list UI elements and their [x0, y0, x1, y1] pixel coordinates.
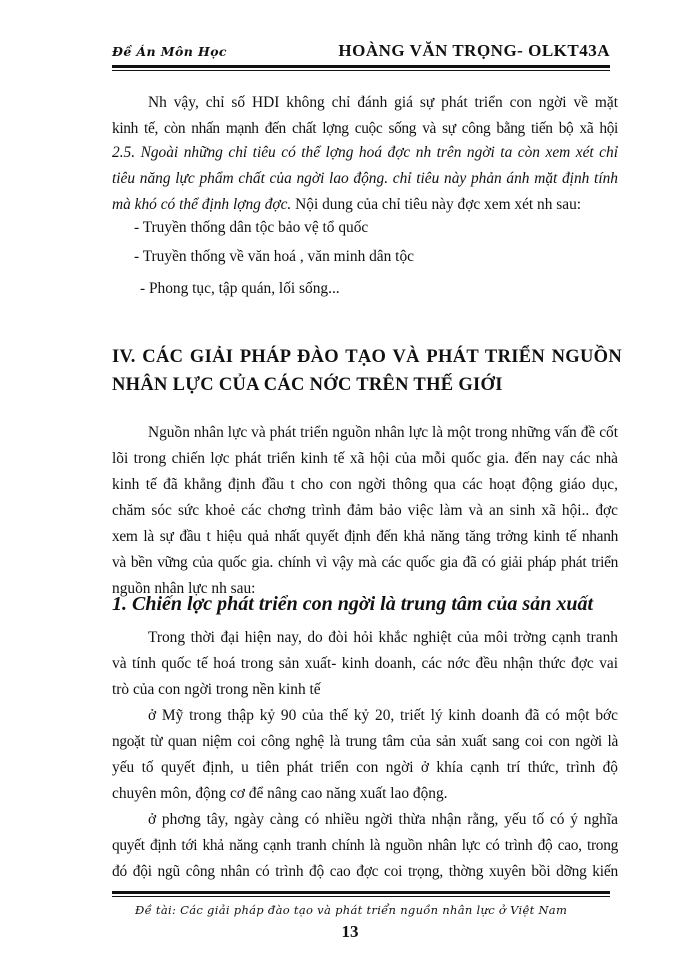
page-header	[112, 41, 610, 63]
text-line: lõi trong chiến lợc phát triển kinh tế xã hội của mỗi quốc gia. đến nay các nhà	[112, 450, 618, 467]
paragraph-usa	[112, 703, 618, 807]
text-line: chuyên môn, động cơ để nâng cao năng xuất lao động.	[112, 785, 448, 802]
text-line: nguồn nhân lực nh sau:	[112, 580, 256, 597]
paragraph-intro	[112, 420, 618, 602]
paragraph-hdi	[112, 90, 618, 142]
text-line: 2.5. Ngoài những chỉ tiêu có thể lợng hoá đợc nh trên ngời ta còn xem xét chỉ	[112, 144, 618, 161]
bullet-item: - Phong tục, tập quán, lối sống...	[140, 280, 340, 297]
footer-topic: Đề tài: Các giải pháp đào tạo và phát triển nguồn nhân lực ở Việt Nam	[135, 903, 568, 917]
text-line: Nh vậy, chỉ số HDI không chỉ đánh giá sự phát triển con ngời về mặt	[148, 94, 618, 111]
text-line: ở phơng tây, ngày càng có nhiều ngời thừa nhận rằng, yếu tố có ý nghĩa	[148, 811, 618, 828]
bullet-item: - Truyền thống về văn hoá , văn minh dân tộc	[134, 248, 414, 265]
text-line: kinh tế, còn nhấn mạnh đến chất lợng cuộc sống và sự công bằng tiến bộ xã hội	[112, 120, 618, 137]
text-line: xem là sự đầu t hiệu quả nhất quyết định đến khả năng tăng trởng kinh tế nhanh	[112, 528, 618, 545]
header-rule-thick	[112, 65, 610, 68]
footer-rule-thin	[112, 896, 610, 897]
text-line: trò của con ngời trong nền kinh tế	[112, 681, 321, 698]
text-line: chăm sóc sức khoẻ các chơng trình đảm bảo việc làm và an sinh xã hội.. đợc	[112, 502, 618, 519]
bullet-item: - Truyền thống dân tộc bảo vệ tổ quốc	[134, 219, 369, 236]
footer-rule-thick	[112, 891, 610, 894]
paragraph-era	[112, 625, 618, 703]
header-right-author: HOÀNG VĂN TRỌNG- OLKT43A	[338, 41, 610, 60]
text-line: ngoặt từ quan niệm coi công nghệ là trung tâm của sản xuất sang coi con ngời là	[112, 733, 618, 750]
text-line: kinh tế đã khẳng định đầu t cho con ngời thông qua các hoạt động giáo dục,	[112, 476, 618, 493]
header-rule-thin	[112, 70, 610, 71]
text-line: và tính quốc tế hoá trong sản xuất- kinh doanh, các nớc đều nhận thức đợc vai	[112, 655, 618, 672]
text-line: quyết định tới khả năng cạnh tranh chính là nguồn nhân lực có trình độ cao, trong	[112, 837, 618, 854]
text-line: đó đội ngũ công nhân có trình độ cao đợc coi trọng, thờng xuyên bồi dỡng kiến	[112, 863, 618, 880]
paragraph-2-5	[112, 140, 618, 218]
text-line: yếu tố quyết định, u tiên phát triển con ngời ở khía cạnh trí thức, trình độ	[112, 759, 618, 776]
text-line: ở Mỹ trong thập kỷ 90 của thế kỷ 20, triết lý kinh doanh đã có một bớc	[148, 707, 618, 724]
header-left-title: Đề Án Môn Học	[112, 44, 227, 59]
text-line: và bền vững của quốc gia. chính vì vậy mà các quốc gia đã có giải pháp phát triển	[112, 554, 618, 571]
text-line: Nguồn nhân lực và phát triển nguồn nhân lực là một trong những vấn đề cốt	[148, 424, 618, 441]
subheading: 1. Chiến lợc phát triển con ngời là trung tâm của sản xuất	[112, 593, 594, 615]
page-number: 13	[341, 922, 359, 941]
text-italic-part: mà khó có thể định lợng đợc.	[112, 196, 292, 213]
paragraph-west	[112, 807, 618, 885]
text-line: Trong thời đại hiện nay, do đòi hỏi khắc nghiệt của môi trờng cạnh tranh	[148, 629, 618, 646]
section-heading	[112, 343, 622, 399]
text-normal-part: Nội dung của chỉ tiêu này đợc xem xét nh sau:	[291, 196, 582, 213]
heading-line: IV. CÁC GIẢI PHÁP ĐÀO TẠO VÀ PHÁT TRIỂN NGUỒN	[112, 347, 622, 367]
heading-line: NHÂN LỰC CỦA CÁC NỚC TRÊN THẾ GIỚI	[112, 375, 503, 395]
text-line: tiêu năng lực phẩm chất của ngời lao động. chỉ tiêu này phản ánh mặt định tính	[112, 170, 618, 187]
